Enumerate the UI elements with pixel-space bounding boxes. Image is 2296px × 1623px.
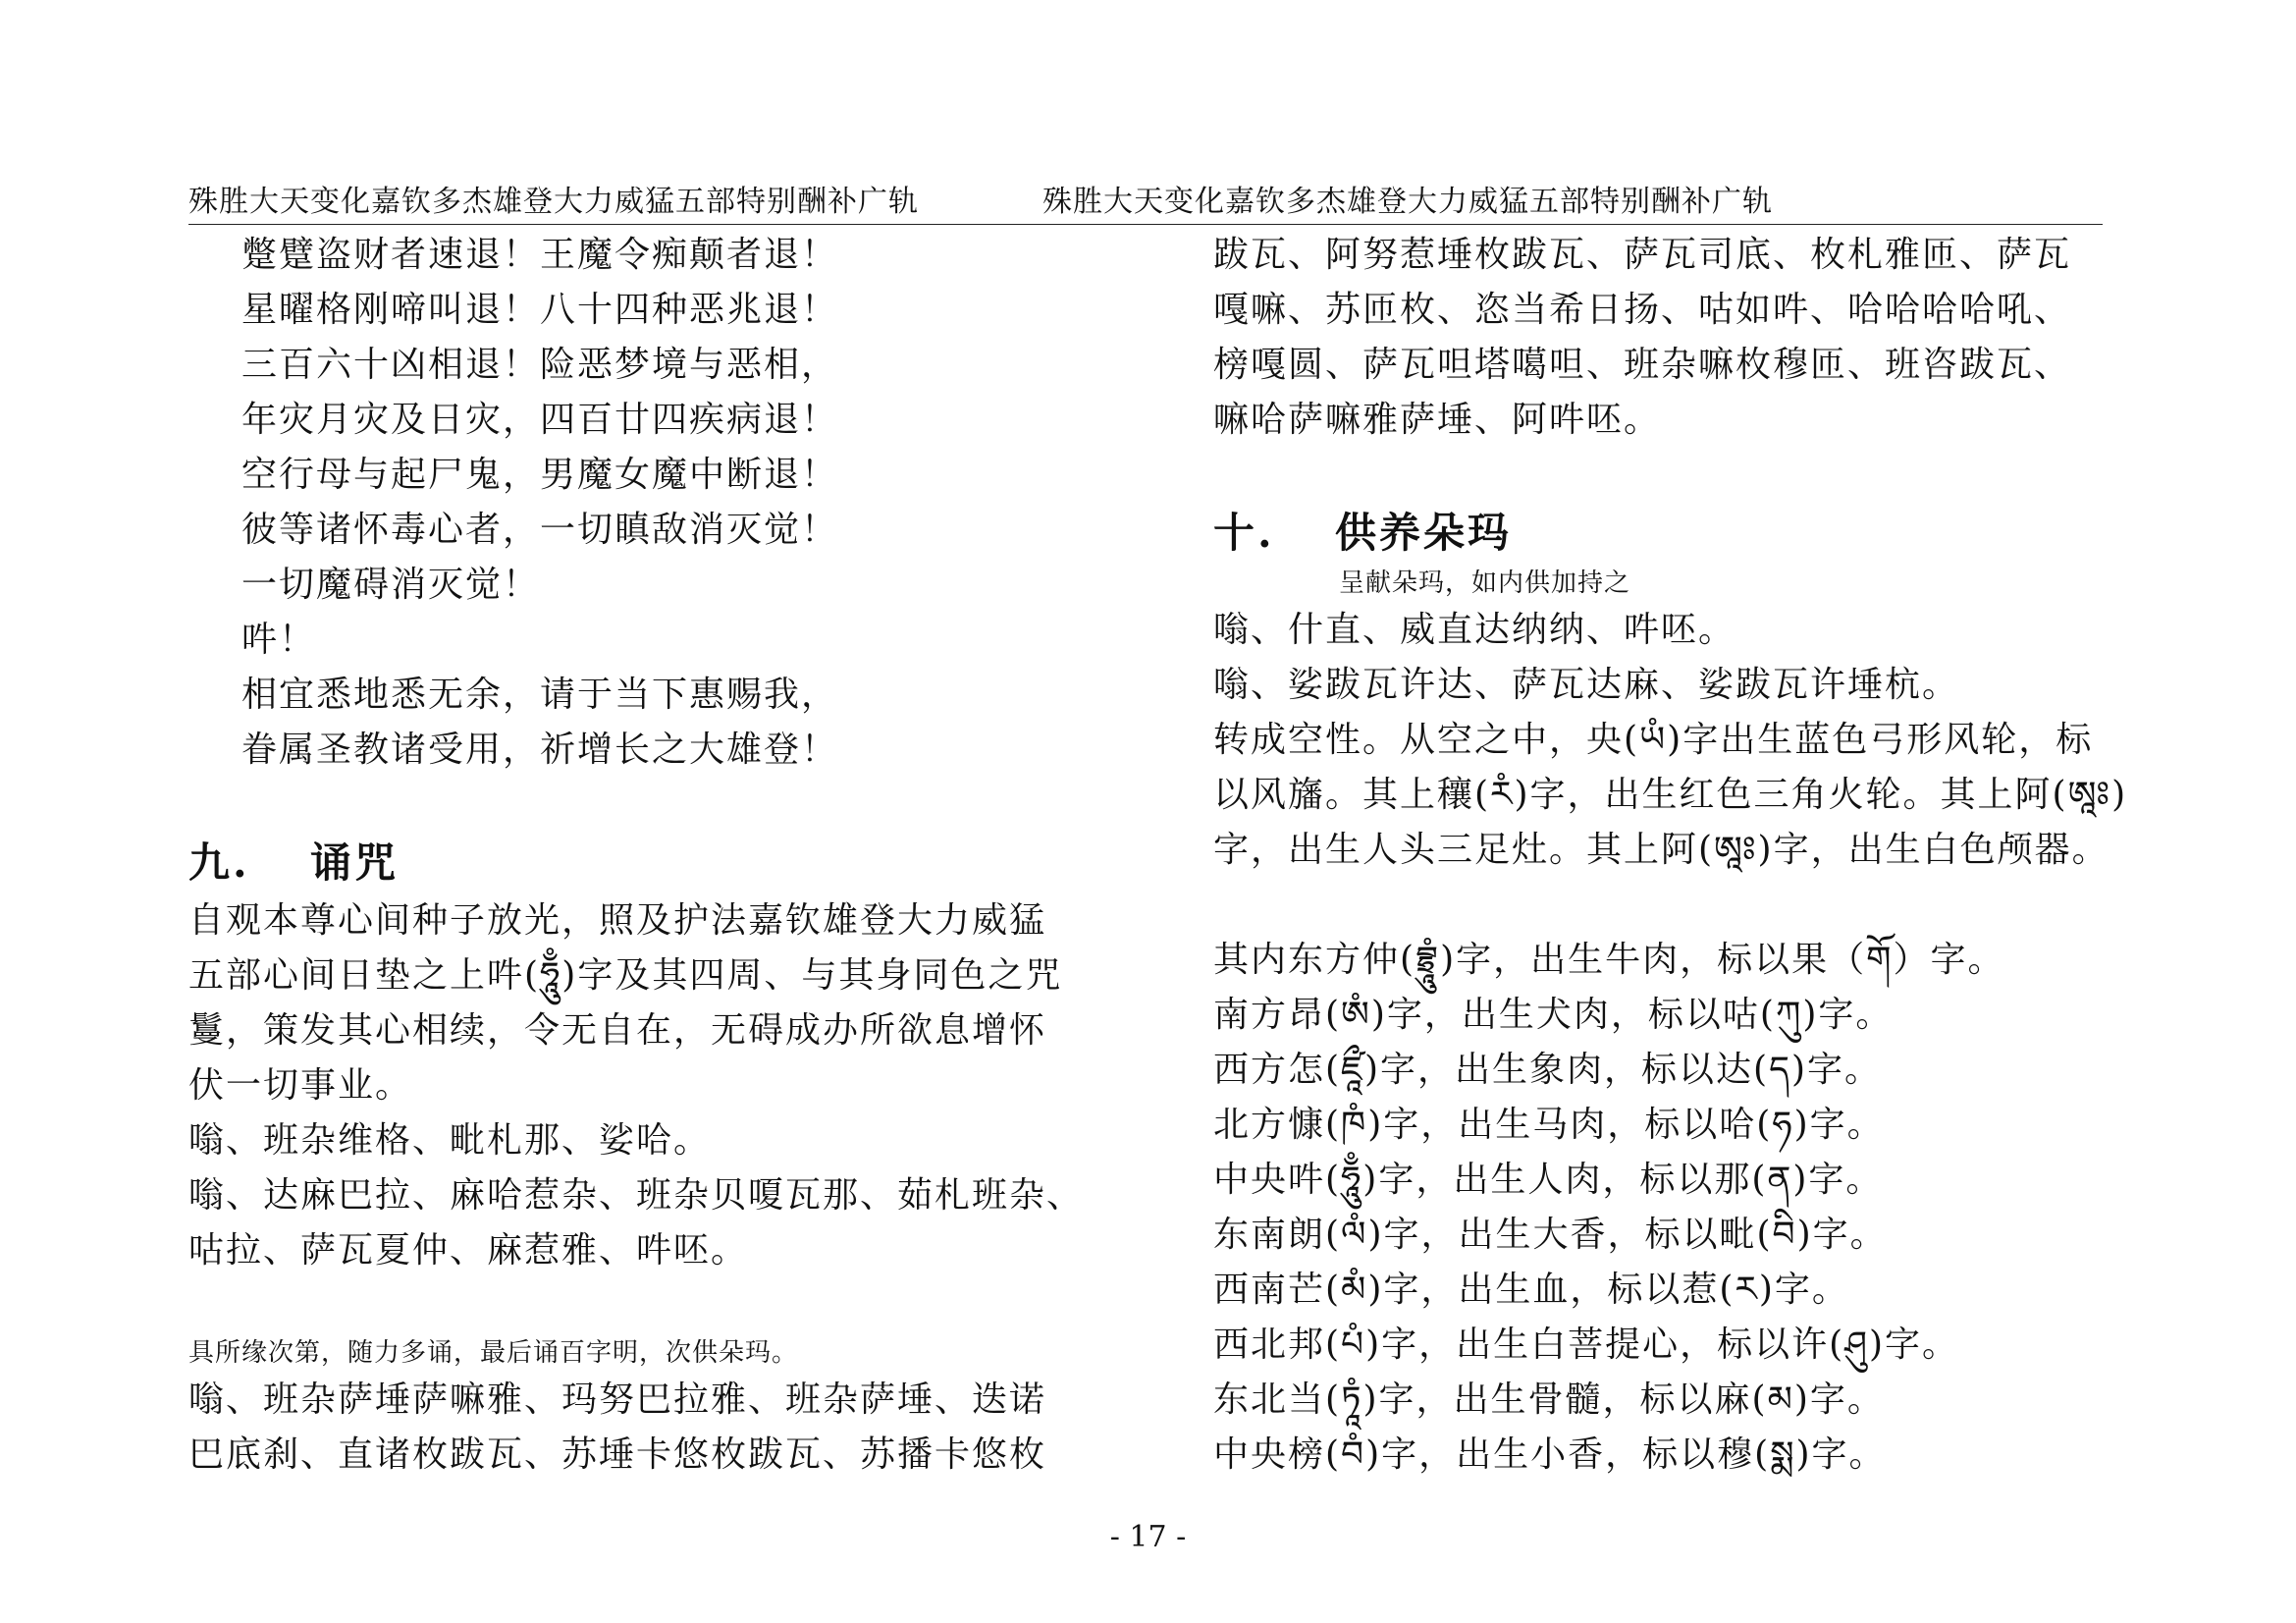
body-line: 以风旛。其上穰(རཾ)字，出生红色三角火轮。其上阿(ཨཱཿ)	[1213, 775, 2128, 815]
instruction-note: 呈献朵玛，如内供加持之	[1339, 568, 1631, 598]
mantra-line: 巴底刹、直诸枚跋瓦、苏埵卡悠枚跋瓦、苏播卡悠枚	[188, 1434, 1047, 1475]
verse-line: 年灾月灾及日灾，四百廿四疾病退！	[241, 400, 839, 440]
direction-line: 中央榜(བཾ)字，出生小香，标以穆(སྨ)字。	[1213, 1434, 1887, 1475]
direction-line: 中央吽(ཧཱུྃ)字，出生人肉，标以那(ན)字。	[1213, 1160, 1884, 1200]
running-header-right: 殊胜大天变化嘉钦多杰雄登大力威猛五部特别酬补广轨	[1042, 185, 1773, 219]
direction-line: 其内东方仲(བྷྲཱུཾ)字，出生牛肉，标以果（གོ）字。	[1213, 940, 2005, 980]
mantra-line: 榜嘎圆、萨瓦呾塔噶呾、班杂嘛枚穆匝、班咨跋瓦、	[1213, 345, 2072, 385]
mantra-line: 嘛哈萨嘛雅萨埵、阿吽呸。	[1213, 400, 1662, 440]
verse-line: 眷属圣教诸受用，祈增长之大雄登！	[241, 730, 839, 770]
page-number: - 17 -	[1109, 1520, 1187, 1554]
left-column	[188, 228, 1101, 1483]
direction-line: 南方昂(ཨཾ)字，出生犬肉，标以咕(ཀུ)字。	[1213, 995, 1894, 1035]
direction-line: 东南朗(ལཾ)字，出生大香，标以毗(བི)字。	[1213, 1215, 1888, 1255]
right-column	[1213, 228, 2156, 1483]
spacer	[1213, 878, 2156, 933]
body-line: 转成空性。从空之中，央(ཡཾ)字出生蓝色弓形风轮，标	[1213, 720, 2094, 760]
section-number: 九.	[188, 839, 250, 887]
verse-line: 吽！	[241, 620, 317, 660]
mantra-line: 嗡、达麻巴拉、麻哈惹杂、班杂贝嗄瓦那、茹札班杂、	[188, 1175, 1085, 1216]
spacer	[1213, 448, 2156, 503]
header-divider	[188, 224, 2103, 225]
verse-line: 蹩躄盗财者速退！王魔令痴颠者退！	[241, 235, 839, 275]
mantra-line: 跋瓦、阿努惹埵枚跋瓦、萨瓦司底、枚札雅匝、萨瓦	[1213, 235, 2072, 275]
body-line: 鬘，策发其心相续，令无自在，无碍成办所欲息增怀	[188, 1010, 1047, 1051]
section-number: 十.	[1213, 509, 1275, 557]
verse-line: 彼等诸怀毒心者，一切瞋敌消灭觉！	[241, 510, 839, 550]
section-title: 供养朵玛	[1335, 509, 1513, 557]
mantra-line: 嗡、娑跋瓦许达、萨瓦达麻、娑跋瓦许埵杭。	[1213, 665, 1960, 705]
section-heading-9	[188, 833, 1101, 893]
direction-line: 北方慷(ཁཾ)字，出生马肉，标以哈(ཧ)字。	[1213, 1105, 1885, 1145]
mantra-line: 嗡、班杂萨埵萨嘛雅、玛努巴拉雅、班杂萨埵、迭诺	[188, 1380, 1047, 1420]
body-line: 字，出生人头三足灶。其上阿(ཨཱཿ)字，出生白色颅器。	[1213, 830, 2109, 870]
section-heading-10	[1213, 503, 2156, 564]
verse-line: 三百六十凶相退！险恶梦境与恶相，	[241, 345, 839, 385]
spacer	[188, 1278, 1101, 1333]
mantra-line: 嘎嘛、苏匝枚、恣当希日扬、咕如吽、哈哈哈哈吼、	[1213, 290, 2072, 330]
verse-line: 空行母与起尸鬼，男魔女魔中断退！	[241, 455, 839, 495]
section-title: 诵咒	[310, 839, 400, 887]
verse-line: 相宜悉地悉无余，请于当下惠赐我，	[241, 675, 839, 715]
direction-line: 东北当(ཏཱཾ)字，出生骨髓，标以麻(མ)字。	[1213, 1380, 1885, 1420]
body-line: 自观本尊心间种子放光，照及护法嘉钦雄登大力威猛	[188, 900, 1047, 941]
mantra-line: 嗡、班杂维格、毗札那、娑哈。	[188, 1120, 712, 1161]
instruction-note: 具所缘次第，随力多诵，最后诵百字明，次供朵玛。	[188, 1338, 799, 1368]
direction-line: 西北邦(པཾ)字，出生白菩提心，标以许(ཤུ)字。	[1213, 1325, 1960, 1365]
verse-line: 一切魔碍消灭觉！	[241, 565, 541, 605]
body-line: 伏一切事业。	[188, 1065, 413, 1106]
direction-line: 西南芒(མཾ)字，出生血，标以惹(ར)字。	[1213, 1270, 1849, 1310]
mantra-line: 嗡、什直、威直达纳纳、吽呸。	[1213, 610, 1736, 650]
verse-line: 星曜格刚啼叫退！八十四种恶兆退！	[241, 290, 839, 330]
mantra-line: 咕拉、萨瓦夏仲、麻惹雅、吽呸。	[188, 1230, 749, 1271]
running-header-left: 殊胜大天变化嘉钦多杰雄登大力威猛五部特别酬补广轨	[188, 185, 919, 219]
body-line: 五部心间日垫之上吽(ཧཱུྃ)字及其四周、与其身同色之咒	[188, 955, 1063, 996]
direction-line: 西方怎(ཛཱྀ)字，出生象肉，标以达(ད)字。	[1213, 1050, 1882, 1090]
spacer	[188, 778, 1101, 833]
